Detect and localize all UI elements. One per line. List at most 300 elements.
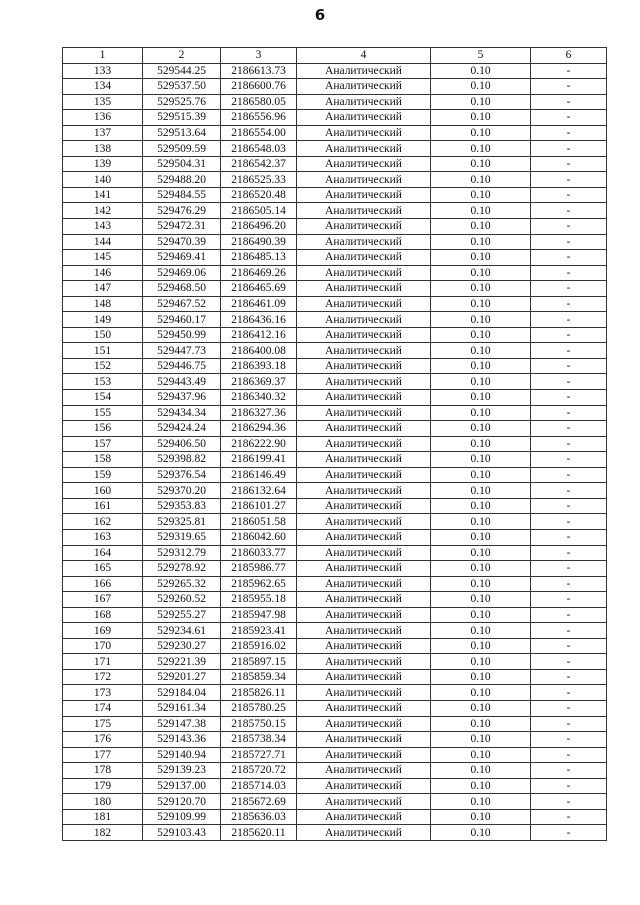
note-cell: - xyxy=(531,669,607,685)
point-number-cell: 135 xyxy=(63,94,143,110)
method-cell: Аналитический xyxy=(297,125,431,141)
y-coordinate-cell: 2186600.76 xyxy=(221,79,297,95)
x-coordinate-cell: 529509.59 xyxy=(143,141,221,157)
table-row xyxy=(63,343,607,359)
table-row xyxy=(63,79,607,95)
note-cell: - xyxy=(531,79,607,95)
accuracy-cell: 0.10 xyxy=(431,234,531,250)
table-row xyxy=(63,296,607,312)
point-number-cell: 158 xyxy=(63,452,143,468)
x-coordinate-cell: 529278.92 xyxy=(143,561,221,577)
method-cell: Аналитический xyxy=(297,825,431,841)
method-cell: Аналитический xyxy=(297,623,431,639)
y-coordinate-cell: 2186327.36 xyxy=(221,405,297,421)
accuracy-cell: 0.10 xyxy=(431,405,531,421)
y-coordinate-cell: 2186222.90 xyxy=(221,436,297,452)
x-coordinate-cell: 529515.39 xyxy=(143,110,221,126)
point-number-cell: 150 xyxy=(63,327,143,343)
point-number-cell: 134 xyxy=(63,79,143,95)
column-header: 2 xyxy=(143,48,221,64)
note-cell: - xyxy=(531,638,607,654)
note-cell: - xyxy=(531,343,607,359)
x-coordinate-cell: 529255.27 xyxy=(143,607,221,623)
x-coordinate-cell: 529143.36 xyxy=(143,732,221,748)
note-cell: - xyxy=(531,141,607,157)
x-coordinate-cell: 529137.00 xyxy=(143,778,221,794)
y-coordinate-cell: 2186613.73 xyxy=(221,63,297,79)
point-number-cell: 177 xyxy=(63,747,143,763)
point-number-cell: 140 xyxy=(63,172,143,188)
x-coordinate-cell: 529472.31 xyxy=(143,219,221,235)
y-coordinate-cell: 2185714.03 xyxy=(221,778,297,794)
method-cell: Аналитический xyxy=(297,747,431,763)
column-header: 5 xyxy=(431,48,531,64)
method-cell: Аналитический xyxy=(297,265,431,281)
method-cell: Аналитический xyxy=(297,327,431,343)
method-cell: Аналитический xyxy=(297,607,431,623)
x-coordinate-cell: 529139.23 xyxy=(143,763,221,779)
y-coordinate-cell: 2186042.60 xyxy=(221,529,297,545)
table-row xyxy=(63,141,607,157)
method-cell: Аналитический xyxy=(297,529,431,545)
table-row xyxy=(63,327,607,343)
accuracy-cell: 0.10 xyxy=(431,747,531,763)
accuracy-cell: 0.10 xyxy=(431,452,531,468)
point-number-cell: 149 xyxy=(63,312,143,328)
point-number-cell: 138 xyxy=(63,141,143,157)
accuracy-cell: 0.10 xyxy=(431,250,531,266)
y-coordinate-cell: 2185720.72 xyxy=(221,763,297,779)
note-cell: - xyxy=(531,172,607,188)
method-cell: Аналитический xyxy=(297,700,431,716)
x-coordinate-cell: 529450.99 xyxy=(143,327,221,343)
accuracy-cell: 0.10 xyxy=(431,825,531,841)
x-coordinate-cell: 529469.41 xyxy=(143,250,221,266)
accuracy-cell: 0.10 xyxy=(431,203,531,219)
y-coordinate-cell: 2186505.14 xyxy=(221,203,297,219)
method-cell: Аналитический xyxy=(297,421,431,437)
point-number-cell: 161 xyxy=(63,498,143,514)
x-coordinate-cell: 529424.24 xyxy=(143,421,221,437)
x-coordinate-cell: 529437.96 xyxy=(143,390,221,406)
table-row xyxy=(63,156,607,172)
note-cell: - xyxy=(531,296,607,312)
accuracy-cell: 0.10 xyxy=(431,141,531,157)
x-coordinate-cell: 529140.94 xyxy=(143,747,221,763)
y-coordinate-cell: 2185916.02 xyxy=(221,638,297,654)
accuracy-cell: 0.10 xyxy=(431,265,531,281)
x-coordinate-cell: 529260.52 xyxy=(143,592,221,608)
table-row xyxy=(63,63,607,79)
method-cell: Аналитический xyxy=(297,343,431,359)
x-coordinate-cell: 529544.25 xyxy=(143,63,221,79)
y-coordinate-cell: 2186465.69 xyxy=(221,281,297,297)
point-number-cell: 133 xyxy=(63,63,143,79)
y-coordinate-cell: 2186548.03 xyxy=(221,141,297,157)
point-number-cell: 181 xyxy=(63,809,143,825)
x-coordinate-cell: 529446.75 xyxy=(143,358,221,374)
table-row xyxy=(63,358,607,374)
accuracy-cell: 0.10 xyxy=(431,390,531,406)
accuracy-cell: 0.10 xyxy=(431,716,531,732)
accuracy-cell: 0.10 xyxy=(431,421,531,437)
method-cell: Аналитический xyxy=(297,234,431,250)
accuracy-cell: 0.10 xyxy=(431,63,531,79)
point-number-cell: 147 xyxy=(63,281,143,297)
point-number-cell: 152 xyxy=(63,358,143,374)
table-row xyxy=(63,607,607,623)
y-coordinate-cell: 2186496.20 xyxy=(221,219,297,235)
y-coordinate-cell: 2186146.49 xyxy=(221,467,297,483)
y-coordinate-cell: 2185897.15 xyxy=(221,654,297,670)
x-coordinate-cell: 529469.06 xyxy=(143,265,221,281)
y-coordinate-cell: 2185620.11 xyxy=(221,825,297,841)
point-number-cell: 170 xyxy=(63,638,143,654)
table-row xyxy=(63,374,607,390)
y-coordinate-cell: 2186580.05 xyxy=(221,94,297,110)
table-row xyxy=(63,110,607,126)
accuracy-cell: 0.10 xyxy=(431,94,531,110)
y-coordinate-cell: 2185947.98 xyxy=(221,607,297,623)
y-coordinate-cell: 2186033.77 xyxy=(221,545,297,561)
accuracy-cell: 0.10 xyxy=(431,172,531,188)
x-coordinate-cell: 529234.61 xyxy=(143,623,221,639)
note-cell: - xyxy=(531,203,607,219)
point-number-cell: 178 xyxy=(63,763,143,779)
point-number-cell: 136 xyxy=(63,110,143,126)
accuracy-cell: 0.10 xyxy=(431,187,531,203)
point-number-cell: 165 xyxy=(63,561,143,577)
note-cell: - xyxy=(531,716,607,732)
note-cell: - xyxy=(531,498,607,514)
note-cell: - xyxy=(531,187,607,203)
table-row xyxy=(63,576,607,592)
y-coordinate-cell: 2185636.03 xyxy=(221,809,297,825)
table-row xyxy=(63,778,607,794)
method-cell: Аналитический xyxy=(297,467,431,483)
note-cell: - xyxy=(531,778,607,794)
note-cell: - xyxy=(531,436,607,452)
method-cell: Аналитический xyxy=(297,405,431,421)
table-row xyxy=(63,763,607,779)
note-cell: - xyxy=(531,452,607,468)
note-cell: - xyxy=(531,483,607,499)
accuracy-cell: 0.10 xyxy=(431,654,531,670)
y-coordinate-cell: 2186369.37 xyxy=(221,374,297,390)
x-coordinate-cell: 529470.39 xyxy=(143,234,221,250)
accuracy-cell: 0.10 xyxy=(431,125,531,141)
x-coordinate-cell: 529319.65 xyxy=(143,529,221,545)
note-cell: - xyxy=(531,763,607,779)
method-cell: Аналитический xyxy=(297,141,431,157)
point-number-cell: 155 xyxy=(63,405,143,421)
table-row xyxy=(63,685,607,701)
point-number-cell: 171 xyxy=(63,654,143,670)
method-cell: Аналитический xyxy=(297,63,431,79)
method-cell: Аналитический xyxy=(297,312,431,328)
point-number-cell: 173 xyxy=(63,685,143,701)
point-number-cell: 174 xyxy=(63,700,143,716)
note-cell: - xyxy=(531,156,607,172)
y-coordinate-cell: 2186469.26 xyxy=(221,265,297,281)
y-coordinate-cell: 2185826.11 xyxy=(221,685,297,701)
table-row xyxy=(63,545,607,561)
accuracy-cell: 0.10 xyxy=(431,312,531,328)
table-row xyxy=(63,654,607,670)
accuracy-cell: 0.10 xyxy=(431,685,531,701)
y-coordinate-cell: 2186101.27 xyxy=(221,498,297,514)
y-coordinate-cell: 2186525.33 xyxy=(221,172,297,188)
note-cell: - xyxy=(531,312,607,328)
table-row xyxy=(63,234,607,250)
method-cell: Аналитический xyxy=(297,561,431,577)
accuracy-cell: 0.10 xyxy=(431,809,531,825)
note-cell: - xyxy=(531,405,607,421)
note-cell: - xyxy=(531,529,607,545)
method-cell: Аналитический xyxy=(297,79,431,95)
method-cell: Аналитический xyxy=(297,187,431,203)
table-row xyxy=(63,405,607,421)
accuracy-cell: 0.10 xyxy=(431,110,531,126)
accuracy-cell: 0.10 xyxy=(431,281,531,297)
accuracy-cell: 0.10 xyxy=(431,545,531,561)
accuracy-cell: 0.10 xyxy=(431,343,531,359)
point-number-cell: 172 xyxy=(63,669,143,685)
method-cell: Аналитический xyxy=(297,592,431,608)
note-cell: - xyxy=(531,576,607,592)
table-row xyxy=(63,825,607,841)
method-cell: Аналитический xyxy=(297,281,431,297)
x-coordinate-cell: 529376.54 xyxy=(143,467,221,483)
table-row xyxy=(63,312,607,328)
point-number-cell: 162 xyxy=(63,514,143,530)
x-coordinate-cell: 529325.81 xyxy=(143,514,221,530)
method-cell: Аналитический xyxy=(297,203,431,219)
note-cell: - xyxy=(531,592,607,608)
x-coordinate-cell: 529443.49 xyxy=(143,374,221,390)
page-number: 6 xyxy=(314,6,326,24)
accuracy-cell: 0.10 xyxy=(431,514,531,530)
note-cell: - xyxy=(531,234,607,250)
note-cell: - xyxy=(531,421,607,437)
table-row xyxy=(63,809,607,825)
note-cell: - xyxy=(531,125,607,141)
y-coordinate-cell: 2186485.13 xyxy=(221,250,297,266)
note-cell: - xyxy=(531,809,607,825)
note-cell: - xyxy=(531,358,607,374)
table-row xyxy=(63,514,607,530)
note-cell: - xyxy=(531,327,607,343)
y-coordinate-cell: 2185780.25 xyxy=(221,700,297,716)
y-coordinate-cell: 2186199.41 xyxy=(221,452,297,468)
accuracy-cell: 0.10 xyxy=(431,700,531,716)
table-row xyxy=(63,483,607,499)
table-row xyxy=(63,794,607,810)
accuracy-cell: 0.10 xyxy=(431,607,531,623)
y-coordinate-cell: 2185923.41 xyxy=(221,623,297,639)
point-number-cell: 176 xyxy=(63,732,143,748)
note-cell: - xyxy=(531,545,607,561)
point-number-cell: 139 xyxy=(63,156,143,172)
accuracy-cell: 0.10 xyxy=(431,794,531,810)
note-cell: - xyxy=(531,732,607,748)
x-coordinate-cell: 529184.04 xyxy=(143,685,221,701)
table-row xyxy=(63,716,607,732)
point-number-cell: 142 xyxy=(63,203,143,219)
point-number-cell: 167 xyxy=(63,592,143,608)
table-row xyxy=(63,219,607,235)
method-cell: Аналитический xyxy=(297,250,431,266)
point-number-cell: 148 xyxy=(63,296,143,312)
method-cell: Аналитический xyxy=(297,94,431,110)
note-cell: - xyxy=(531,794,607,810)
x-coordinate-cell: 529230.27 xyxy=(143,638,221,654)
y-coordinate-cell: 2185986.77 xyxy=(221,561,297,577)
accuracy-cell: 0.10 xyxy=(431,156,531,172)
y-coordinate-cell: 2186340.32 xyxy=(221,390,297,406)
accuracy-cell: 0.10 xyxy=(431,327,531,343)
x-coordinate-cell: 529484.55 xyxy=(143,187,221,203)
point-number-cell: 154 xyxy=(63,390,143,406)
x-coordinate-cell: 529434.34 xyxy=(143,405,221,421)
method-cell: Аналитический xyxy=(297,763,431,779)
point-number-cell: 180 xyxy=(63,794,143,810)
y-coordinate-cell: 2186520.48 xyxy=(221,187,297,203)
table-row xyxy=(63,700,607,716)
point-number-cell: 153 xyxy=(63,374,143,390)
accuracy-cell: 0.10 xyxy=(431,79,531,95)
x-coordinate-cell: 529406.50 xyxy=(143,436,221,452)
x-coordinate-cell: 529525.76 xyxy=(143,94,221,110)
x-coordinate-cell: 529537.50 xyxy=(143,79,221,95)
table-row xyxy=(63,638,607,654)
point-number-cell: 137 xyxy=(63,125,143,141)
note-cell: - xyxy=(531,514,607,530)
column-header: 3 xyxy=(221,48,297,64)
method-cell: Аналитический xyxy=(297,545,431,561)
x-coordinate-cell: 529161.34 xyxy=(143,700,221,716)
method-cell: Аналитический xyxy=(297,172,431,188)
note-cell: - xyxy=(531,94,607,110)
accuracy-cell: 0.10 xyxy=(431,467,531,483)
table-row xyxy=(63,498,607,514)
table-row xyxy=(63,623,607,639)
method-cell: Аналитический xyxy=(297,483,431,499)
y-coordinate-cell: 2186412.16 xyxy=(221,327,297,343)
y-coordinate-cell: 2185962.65 xyxy=(221,576,297,592)
x-coordinate-cell: 529467.52 xyxy=(143,296,221,312)
table-row xyxy=(63,467,607,483)
accuracy-cell: 0.10 xyxy=(431,529,531,545)
method-cell: Аналитический xyxy=(297,498,431,514)
point-number-cell: 156 xyxy=(63,421,143,437)
point-number-cell: 143 xyxy=(63,219,143,235)
method-cell: Аналитический xyxy=(297,732,431,748)
point-number-cell: 151 xyxy=(63,343,143,359)
accuracy-cell: 0.10 xyxy=(431,498,531,514)
table-row xyxy=(63,250,607,266)
column-header: 6 xyxy=(531,48,607,64)
note-cell: - xyxy=(531,623,607,639)
table-row xyxy=(63,203,607,219)
x-coordinate-cell: 529120.70 xyxy=(143,794,221,810)
y-coordinate-cell: 2185738.34 xyxy=(221,732,297,748)
x-coordinate-cell: 529312.79 xyxy=(143,545,221,561)
x-coordinate-cell: 529476.29 xyxy=(143,203,221,219)
y-coordinate-cell: 2185750.15 xyxy=(221,716,297,732)
x-coordinate-cell: 529221.39 xyxy=(143,654,221,670)
table-row xyxy=(63,94,607,110)
note-cell: - xyxy=(531,219,607,235)
x-coordinate-cell: 529370.20 xyxy=(143,483,221,499)
y-coordinate-cell: 2186400.08 xyxy=(221,343,297,359)
y-coordinate-cell: 2186294.36 xyxy=(221,421,297,437)
note-cell: - xyxy=(531,700,607,716)
table-row xyxy=(63,561,607,577)
point-number-cell: 146 xyxy=(63,265,143,281)
y-coordinate-cell: 2186132.64 xyxy=(221,483,297,499)
method-cell: Аналитический xyxy=(297,654,431,670)
method-cell: Аналитический xyxy=(297,669,431,685)
y-coordinate-cell: 2185727.71 xyxy=(221,747,297,763)
note-cell: - xyxy=(531,390,607,406)
method-cell: Аналитический xyxy=(297,390,431,406)
y-coordinate-cell: 2185859.34 xyxy=(221,669,297,685)
method-cell: Аналитический xyxy=(297,576,431,592)
accuracy-cell: 0.10 xyxy=(431,219,531,235)
method-cell: Аналитический xyxy=(297,436,431,452)
accuracy-cell: 0.10 xyxy=(431,763,531,779)
x-coordinate-cell: 529504.31 xyxy=(143,156,221,172)
point-number-cell: 175 xyxy=(63,716,143,732)
table-row xyxy=(63,592,607,608)
table-row xyxy=(63,436,607,452)
accuracy-cell: 0.10 xyxy=(431,623,531,639)
table-row xyxy=(63,669,607,685)
method-cell: Аналитический xyxy=(297,716,431,732)
note-cell: - xyxy=(531,281,607,297)
point-number-cell: 144 xyxy=(63,234,143,250)
y-coordinate-cell: 2186554.00 xyxy=(221,125,297,141)
x-coordinate-cell: 529201.27 xyxy=(143,669,221,685)
y-coordinate-cell: 2186393.18 xyxy=(221,358,297,374)
accuracy-cell: 0.10 xyxy=(431,561,531,577)
y-coordinate-cell: 2186436.16 xyxy=(221,312,297,328)
table-header-row xyxy=(63,48,607,64)
accuracy-cell: 0.10 xyxy=(431,592,531,608)
point-number-cell: 166 xyxy=(63,576,143,592)
note-cell: - xyxy=(531,607,607,623)
x-coordinate-cell: 529460.17 xyxy=(143,312,221,328)
point-number-cell: 168 xyxy=(63,607,143,623)
table-row xyxy=(63,390,607,406)
point-number-cell: 157 xyxy=(63,436,143,452)
method-cell: Аналитический xyxy=(297,794,431,810)
table-row xyxy=(63,421,607,437)
x-coordinate-cell: 529265.32 xyxy=(143,576,221,592)
y-coordinate-cell: 2186542.37 xyxy=(221,156,297,172)
table-row xyxy=(63,125,607,141)
x-coordinate-cell: 529398.82 xyxy=(143,452,221,468)
point-number-cell: 164 xyxy=(63,545,143,561)
x-coordinate-cell: 529488.20 xyxy=(143,172,221,188)
y-coordinate-cell: 2186490.39 xyxy=(221,234,297,250)
note-cell: - xyxy=(531,654,607,670)
point-number-cell: 159 xyxy=(63,467,143,483)
table-row xyxy=(63,747,607,763)
point-number-cell: 182 xyxy=(63,825,143,841)
accuracy-cell: 0.10 xyxy=(431,576,531,592)
